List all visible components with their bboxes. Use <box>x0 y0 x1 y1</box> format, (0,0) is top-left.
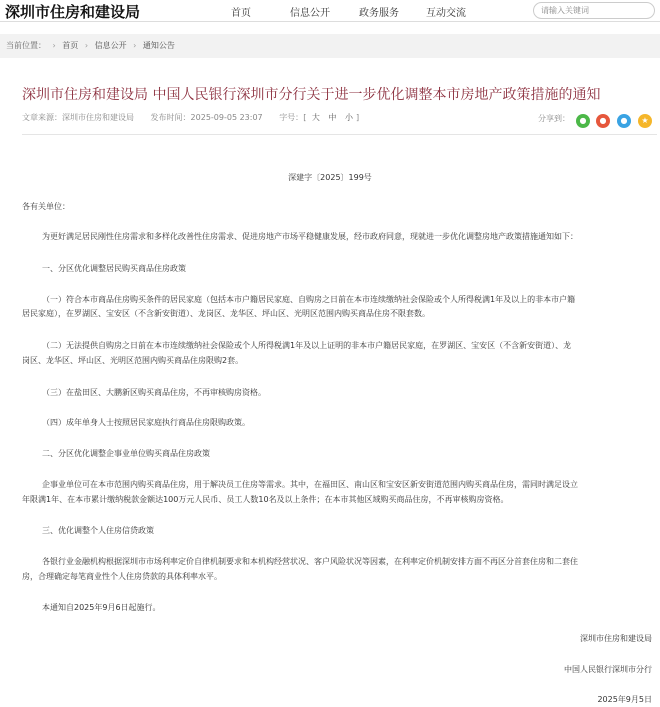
breadcrumb-notices[interactable]: 通知公告 <box>142 41 175 50</box>
section-1-heading: 一、分区优化调整居民购买商品住房政策 <box>42 264 186 273</box>
section-2-para-1-line-1: 企事业单位可在本市范围内购买商品住房，用于解决员工住房等需求。其中，在福田区、南山区和宝安区新安街道范围内购买商品住房，需同时满足设立 <box>42 480 578 489</box>
qq-share-icon[interactable]: ● <box>617 114 631 128</box>
breadcrumb <box>0 34 660 58</box>
qzone-share-icon[interactable]: ★ <box>638 114 652 128</box>
sign-date: 2025年9月5日 <box>597 695 652 704</box>
article-title: 深圳市住房和建设局 中国人民银行深圳市分行关于进一步优化调整本市房地产政策措施的通知 <box>22 87 601 103</box>
section-1-para-2-line-1: （二）无法提供自购房之日前在本市连续缴纳社会保险或个人所得税满1年及以上证明的非本市户籍居民家庭，在罗湖区、宝安区（不含新安街道）、龙 <box>42 341 572 350</box>
search-input[interactable] <box>533 2 655 19</box>
font-size-medium[interactable]: 中 <box>328 113 337 122</box>
share-label: 分享到： <box>538 114 570 123</box>
nav-interaction[interactable]: 互动交流 <box>426 8 466 19</box>
breadcrumb-sep: › <box>84 41 89 50</box>
meta-divider <box>22 134 657 135</box>
section-3-para-1-line-2: 房，合理确定每笔商业性个人住房贷款的具体利率水平。 <box>22 572 222 581</box>
signer-pboc-shenzhen: 中国人民银行深圳市分行 <box>564 665 652 674</box>
site-logo[interactable]: 深圳市住房和建设局 <box>5 3 141 21</box>
top-header <box>0 0 660 22</box>
section-2-heading: 二、分区优化调整企事业单位购买商品住房政策 <box>42 449 210 458</box>
effective-date-note: 本通知自2025年9月6日起施行。 <box>42 603 161 612</box>
wechat-share-icon[interactable]: ● <box>576 114 590 128</box>
section-1-para-1-line-1: （一）符合本市商品住房购买条件的居民家庭（包括本市户籍居民家庭、自购房之日前在本市连续缴纳社会保险或个人所得税满1年及以上的非本市户籍 <box>42 295 576 304</box>
article-meta <box>22 112 359 123</box>
nav-home[interactable]: 首页 <box>231 8 251 19</box>
font-size-large[interactable]: 大 <box>311 113 320 122</box>
font-size-control: 字号：[ 大 中 小 ] <box>279 113 360 122</box>
section-2-para-1-line-2: 年限满1年、在本市累计缴纳税款金额达100万元人民币、员工人数10名及以上条件；在本市其他区域购买商品住房，不再审核购房资格。 <box>22 495 509 504</box>
section-3-heading: 三、优化调整个人住房信贷政策 <box>42 526 154 535</box>
section-1-para-2-line-2: 岗区、龙华区、坪山区、光明区范围内购买商品住房限购2套。 <box>22 356 244 365</box>
article-source: 文章来源：深圳市住房和建设局 <box>22 113 134 122</box>
breadcrumb-home[interactable]: 首页 <box>62 41 79 50</box>
breadcrumb-info[interactable]: 信息公开 <box>94 41 127 50</box>
weibo-share-icon[interactable]: ● <box>596 114 610 128</box>
article-date: 发布时间：2025-09-05 23:07 <box>150 113 263 122</box>
breadcrumb-sep: › <box>133 41 137 50</box>
nav-government-services[interactable]: 政务服务 <box>359 8 399 19</box>
section-3-para-1-line-1: 各银行业金融机构根据深圳市市场利率定价自律机制要求和本机构经营状况、客户风险状况等因素，在利率定价机制安排方面不再区分首套住房和二套住 <box>42 557 578 566</box>
section-1-para-1-line-2: 居民家庭），在罗湖区、宝安区（不含新安街道）、龙岗区、龙华区、坪山区、光明区范围内购买商品住房不限套数。 <box>22 309 430 318</box>
font-size-small[interactable]: 小 <box>344 113 353 122</box>
addressee: 各有关单位： <box>22 202 70 211</box>
document-number: 深建字〔2025〕199号 <box>288 173 372 182</box>
signer-housing-bureau: 深圳市住房和建设局 <box>580 634 652 643</box>
nav-info-disclosure[interactable]: 信息公开 <box>290 8 330 19</box>
breadcrumb-prefix: 当前位置： <box>6 41 46 50</box>
breadcrumb-sep: › <box>52 41 56 50</box>
intro-paragraph: 为更好满足居民刚性住房需求和多样化改善性住房需求、促进房地产市场平稳健康发展，经市政府同意，现就进一步优化调整房地产政策措施通知如下： <box>42 232 578 241</box>
section-1-para-3: （三）在盐田区、大鹏新区购买商品住房，不再审核购房资格。 <box>42 388 266 397</box>
section-1-para-4: （四）成年单身人士按照居民家庭执行商品住房限购政策。 <box>42 418 250 427</box>
font-size-label: 字号： <box>279 113 304 122</box>
